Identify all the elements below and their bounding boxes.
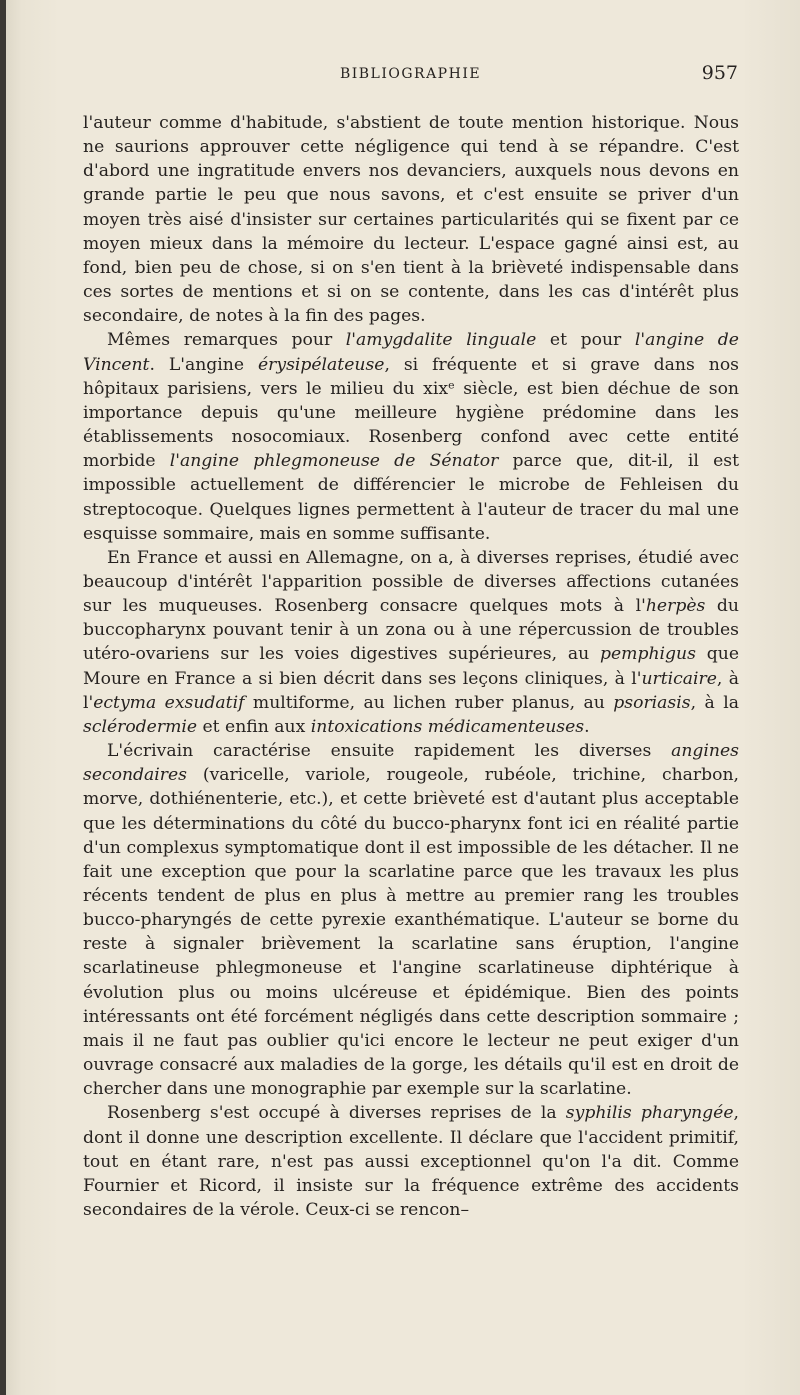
text-run: .	[584, 716, 590, 737]
text-run: que Moure en France a si bien décrit dans ses leçons cliniques, à l'	[83, 644, 739, 689]
text-run: (varicelle, variole, rougeole, rubéole, trichine, charbon, morve, dothiénenterie, etc.), et cette brièveté est d'autant plus acceptable que les déterminations du côté du bucco-pharynx font ici en réalité partie d'un complexus symptomatique dont il est impossible de les détacher. Il ne fait une exception que pour la scarlatine parce que les travaux les plus récents tendent de plus en plus à mettre au premier rang les troubles bucco-pharyngés de cette pyrexie exanthématique. L'auteur se borne du reste à signaler brièvement la scarlatine sans éruption, l'angine scarlatineuse phlegmoneuse et l'angine scarlatineuse diphtérique à évolution plus ou moins ulcéreuse et épidémique. Bien des points intéressants ont été forcément négligés dans cette description sommaire ; mais il ne faut pas oublier qu'ici encore le lecteur ne peut exiger d'un ouvrage consacré aux maladies de la gorge, les détails qu'il est en droit de chercher dans une monographie par exemple sur la scarlatine.	[83, 765, 739, 1100]
italic-term: sclérodermie	[83, 716, 198, 737]
italic-term: l'angine de Vincent	[83, 330, 739, 375]
paragraph	[83, 328, 739, 545]
page-header	[83, 62, 738, 88]
text-run: , à l'	[83, 668, 739, 713]
text-run: . L'angine	[149, 354, 258, 375]
paragraph	[83, 739, 739, 1101]
paragraph	[83, 1101, 739, 1222]
text-run: , à la	[690, 692, 739, 713]
italic-term: l'angine phlegmoneuse de Sénator	[169, 451, 499, 472]
italic-term: angines secondaires	[83, 741, 739, 786]
italic-term: pemphigus	[600, 644, 696, 665]
italic-term: psoriasis	[613, 692, 691, 713]
italic-term: érysipélateuse	[257, 354, 385, 375]
text-run: multiforme, au lichen ruber planus, au	[244, 692, 614, 713]
text-run: et pour	[536, 330, 635, 351]
page-number: 957	[701, 62, 738, 84]
text-run: En France et aussi en Allemagne, on a, à diverses reprises, étudié avec beaucoup d'intérêt l'apparition possible de diverses affections cutanées sur les muqueuses. Rosenberg consacre quelques mots à l'	[83, 547, 739, 617]
italic-term: herpès	[645, 596, 706, 617]
running-title: BIBLIOGRAPHIE	[339, 66, 482, 82]
paragraph	[83, 546, 739, 739]
body-text	[83, 111, 739, 1222]
text-run: Rosenberg s'est occupé à diverses reprises de la	[107, 1103, 566, 1124]
page-binding-edge	[0, 0, 6, 1395]
text-run: , si fréquente et si grave dans nos hôpitaux parisiens, vers le milieu du xixᵉ siècle, est bien déchue de son importance depuis qu'une meilleure hygiène prédomine dans les établissements nosocomiaux. Rosenberg confond avec cette entité morbide	[83, 354, 739, 472]
text-run: , dont il donne une description excellente. Il déclare que l'accident primitif, tout en étant rare, n'est pas aussi exceptionnel qu'on l'a dit. Comme Fournier et Ricord, il insiste sur la fréquence extrême des accidents secondaires de la vérole. Ceux-ci se rencon–	[83, 1103, 739, 1221]
text-run: parce que, dit-il, il est impossible actuellement de différencier le microbe de Fehleisen du streptocoque. Quelques lignes permettent à l'auteur de tracer du mal une esquisse sommaire, mais en somme suffisante.	[83, 451, 739, 544]
paragraph	[83, 111, 739, 328]
text-run: du buccopharynx pouvant tenir à un zona ou à une répercussion de troubles utéro-ovariens sur les voies digestives supérieures, au	[83, 596, 739, 665]
italic-term: intoxications médicamenteuses	[310, 716, 585, 737]
italic-term: urticaire	[641, 668, 717, 689]
italic-term: syphilis pharyngée	[565, 1103, 734, 1124]
text-run: l'auteur comme d'habitude, s'abstient de toute mention historique. Nous ne saurions approuver cette négligence qui tend à se répandre. C'est d'abord une ingratitude envers nos devanciers, auxquels nous devons en grande partie le peu que nous savons, et c'est ensuite se priver d'un moyen très aisé d'insister sur certaines particularités qui se fixent par ce moyen mieux dans la mémoire du lecteur. L'espace gagné ainsi est, au fond, bien peu de chose, si on s'en tient à la brièveté indispensable dans ces sortes de mentions et si on se contente, dans les cas d'intérêt plus secondaire, de notes à la fin des pages.	[83, 113, 739, 327]
text-run: L'écrivain caractérise ensuite rapidement les diverses	[107, 741, 672, 762]
italic-term: l'amygdalite linguale	[345, 330, 537, 351]
text-run: et enfin aux	[197, 716, 311, 737]
text-run: Mêmes remarques pour	[107, 330, 346, 351]
italic-term: ectyma exsudatif	[93, 692, 245, 713]
